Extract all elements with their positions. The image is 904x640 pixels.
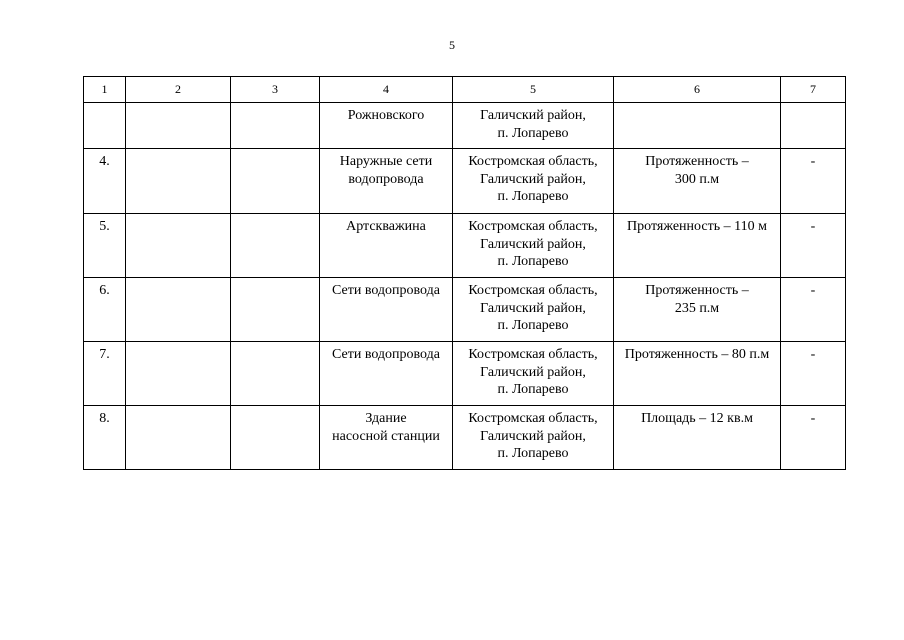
cell-text: 8. [99, 411, 110, 426]
table-row [84, 278, 846, 342]
table-cell-characteristics [614, 214, 781, 278]
table-cell-characteristics [614, 406, 781, 470]
cell-text: Артскважина [346, 219, 426, 234]
cell-text: Здание насосной станции [332, 411, 440, 444]
cell-text: - [810, 154, 816, 169]
table-cell-number [84, 149, 126, 214]
table-cell-characteristics [614, 149, 781, 214]
page-number: 5 [449, 38, 455, 52]
column-header-6: 6 [614, 77, 781, 103]
cell-text: Протяженность – 300 п.м [645, 154, 749, 187]
table-cell [781, 278, 846, 342]
table-cell-number [84, 406, 126, 470]
table-cell [781, 149, 846, 214]
table-cell [126, 278, 231, 342]
table-cell-address [453, 278, 614, 342]
cell-text: Наружные сети водопровода [339, 154, 433, 187]
table-cell [231, 342, 320, 406]
table-cell-name [320, 278, 453, 342]
column-header-5: 5 [453, 77, 614, 103]
table-row [84, 214, 846, 278]
table-cell [126, 103, 231, 149]
cell-text: 6. [99, 283, 110, 298]
cell-text: - [810, 283, 816, 298]
table-cell-number [84, 214, 126, 278]
cell-text: Костромская область, Галичский район, п. Лопарево [468, 154, 598, 204]
table-cell-name [320, 342, 453, 406]
table-row [84, 406, 846, 470]
table-cell-characteristics [614, 103, 781, 149]
table-cell [781, 103, 846, 149]
table-cell-address [453, 149, 614, 214]
cell-text: Галичский район, п. Лопарево [480, 108, 586, 141]
table-cell-address [453, 342, 614, 406]
column-header-1: 1 [84, 77, 126, 103]
cell-text: 7. [99, 347, 110, 362]
table-cell [231, 406, 320, 470]
column-header-2: 2 [126, 77, 231, 103]
table-row [84, 342, 846, 406]
cell-text: 4. [99, 154, 110, 169]
cell-text: Сети водопровода [331, 347, 440, 362]
cell-text: Рожновского [347, 108, 425, 123]
table-cell-characteristics [614, 278, 781, 342]
table-cell-address [453, 103, 614, 149]
table-row [84, 149, 846, 214]
table-cell [126, 149, 231, 214]
table-cell [781, 342, 846, 406]
cell-text: Площадь – 12 кв.м [641, 411, 753, 426]
header-row [84, 77, 846, 103]
table-cell [126, 342, 231, 406]
cell-text: Костромская область, Галичский район, п. Лопарево [468, 219, 598, 269]
table-cell-name [320, 103, 453, 149]
cell-text: 5. [99, 219, 110, 234]
cell-text: Костромская область, Галичский район, п. Лопарево [468, 411, 598, 461]
property-table [83, 76, 846, 470]
table-cell-name [320, 149, 453, 214]
cell-text: - [810, 411, 816, 426]
table-cell [231, 103, 320, 149]
table-cell [126, 406, 231, 470]
table-cell [781, 214, 846, 278]
table-cell-address [453, 406, 614, 470]
table-cell-address [453, 214, 614, 278]
cell-text: Протяженность – 80 п.м [624, 347, 770, 362]
column-header-4: 4 [320, 77, 453, 103]
table-cell-characteristics [614, 342, 781, 406]
table-cell [231, 214, 320, 278]
cell-text: Костромская область, Галичский район, п. Лопарево [468, 283, 598, 333]
cell-text: Костромская область, Галичский район, п. Лопарево [468, 347, 598, 397]
table-cell-number [84, 278, 126, 342]
cell-text: Протяженность – 235 п.м [645, 283, 749, 316]
table-cell-number [84, 103, 126, 149]
table-row [84, 103, 846, 149]
cell-text: - [810, 219, 816, 234]
table-cell-number [84, 342, 126, 406]
column-header-7: 7 [781, 77, 846, 103]
table-cell [231, 149, 320, 214]
cell-text: - [810, 347, 816, 362]
table-cell-name [320, 214, 453, 278]
table-cell [231, 278, 320, 342]
table-cell-name [320, 406, 453, 470]
column-header-3: 3 [231, 77, 320, 103]
cell-text: Сети водопровода [331, 283, 440, 298]
table-cell [126, 214, 231, 278]
cell-text: Протяженность – 110 м [627, 219, 767, 234]
table-cell [781, 406, 846, 470]
